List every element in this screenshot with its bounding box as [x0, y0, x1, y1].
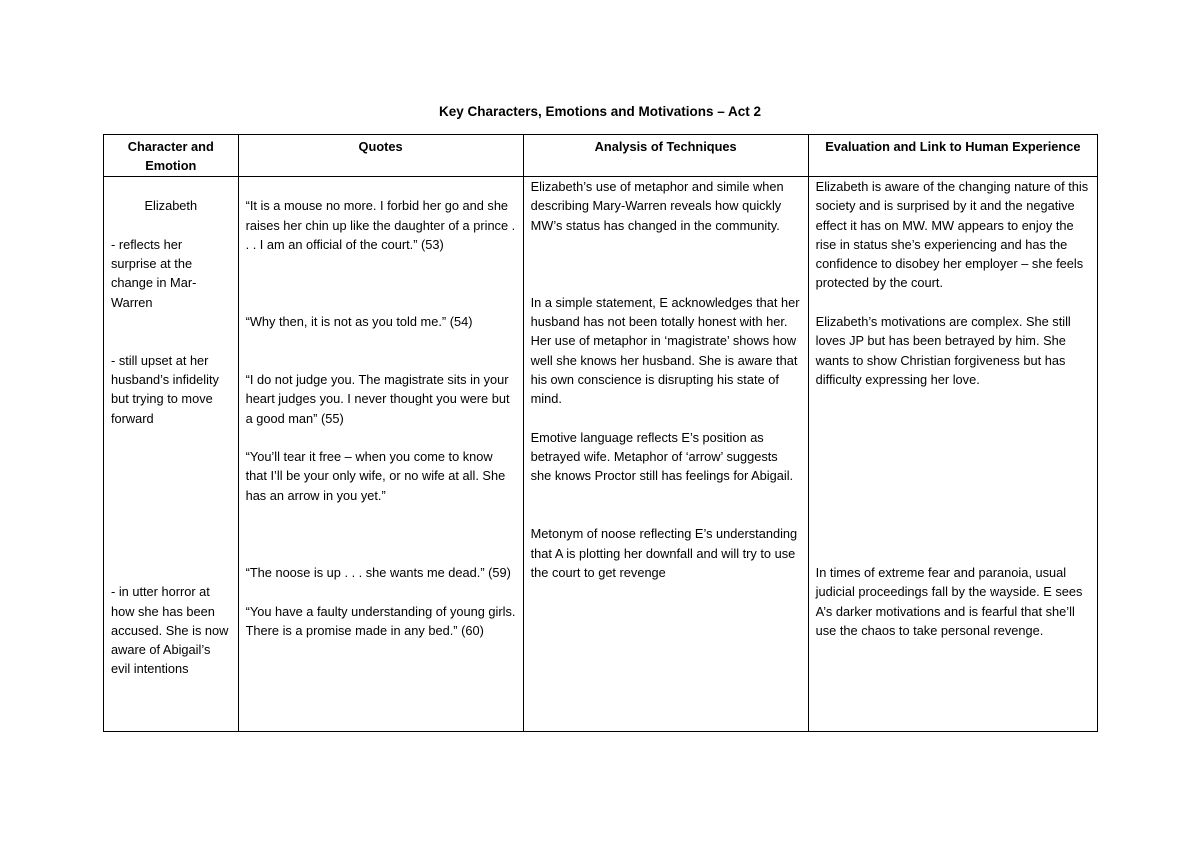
quote-1: “It is a mouse no more. I forbid her go and she raises her chin up like the daughter of a prince . . . I am an official of the court.” (53) — [245, 198, 516, 252]
quote-4: “You’ll tear it free – when you come to know that I’ll be your only wife, or no wife at all. She has an arrow in you yet.” — [245, 449, 506, 503]
quote-5: “The noose is up . . . she wants me dead.” (59) — [245, 564, 511, 580]
character-cell — [104, 177, 239, 732]
document-title: Key Characters, Emotions and Motivations – Act 2 — [438, 104, 762, 119]
quote-3: “I do not judge you. The magistrate sits in your heart judges you. I never thought you were but a good man” (55) — [245, 371, 510, 426]
quote-6: “You have a faulty understanding of young girls. There is a promise made in any bed.” (60) — [245, 603, 516, 638]
analysis-5: Metonym of noose reflecting E’s understanding that A is plotting her downfall and will try to use the court to get revenge — [530, 526, 798, 580]
header-evaluation: Evaluation and Link to Human Experience — [808, 135, 1097, 177]
quotes-cell — [238, 177, 523, 732]
evaluation-cell — [808, 177, 1097, 732]
table-row — [104, 177, 1098, 732]
analysis-table — [103, 134, 1098, 732]
analysis-2: In a simple statement, E acknowledges that her husband has not been totally honest with her. — [530, 294, 800, 330]
quote-2: “Why then, it is not as you told me.” (54) — [245, 314, 473, 330]
header-quotes: Quotes — [238, 135, 523, 177]
header-analysis: Analysis of Techniques — [523, 135, 808, 177]
character-name: Elizabeth — [144, 198, 198, 214]
evaluation-1: Elizabeth is aware of the changing nature of this society and is surprised by it and the negative effect it has on MW. MW appears to enjoy the rise in status she’s experiencing and has the confidence to disobey her employer – she feels protected by the court. — [815, 179, 1089, 291]
character-emotion-1: - reflects her surprise at the change in Mar-Warren — [111, 236, 197, 310]
header-row — [104, 135, 1098, 177]
character-emotion-2: - still upset at her husband’s infidelity but trying to move forward — [111, 352, 219, 426]
analysis-3: Her use of metaphor in ‘magistrate’ shows how well she knows her husband. She is aware that his own conscience is disrupting his state of mind. — [530, 333, 798, 407]
analysis-cell — [523, 177, 808, 732]
evaluation-2: Elizabeth’s motivations are complex. She still loves JP but has been betrayed by him. She wants to show Christian forgiveness but has difficulty expressing her love. — [815, 314, 1071, 387]
character-emotion-3: - in utter horror at how she has been accused. She is now aware of Abigail’s evil intentions — [111, 584, 229, 677]
evaluation-3: In times of extreme fear and paranoia, usual judicial proceedings fall by the wayside. E sees A’s darker motivations and is fearful that she’ll use the chaos to take personal revenge. — [815, 564, 1083, 638]
analysis-1: Elizabeth’s use of metaphor and simile when describing Mary-Warren reveals how quickly MW’s status has changed in the community. — [530, 179, 784, 233]
analysis-4: Emotive language reflects E’s position as betrayed wife. Metaphor of ‘arrow’ suggests she knows Proctor still has feelings for Abigail. — [530, 429, 794, 484]
header-character: Character and Emotion — [104, 135, 239, 177]
